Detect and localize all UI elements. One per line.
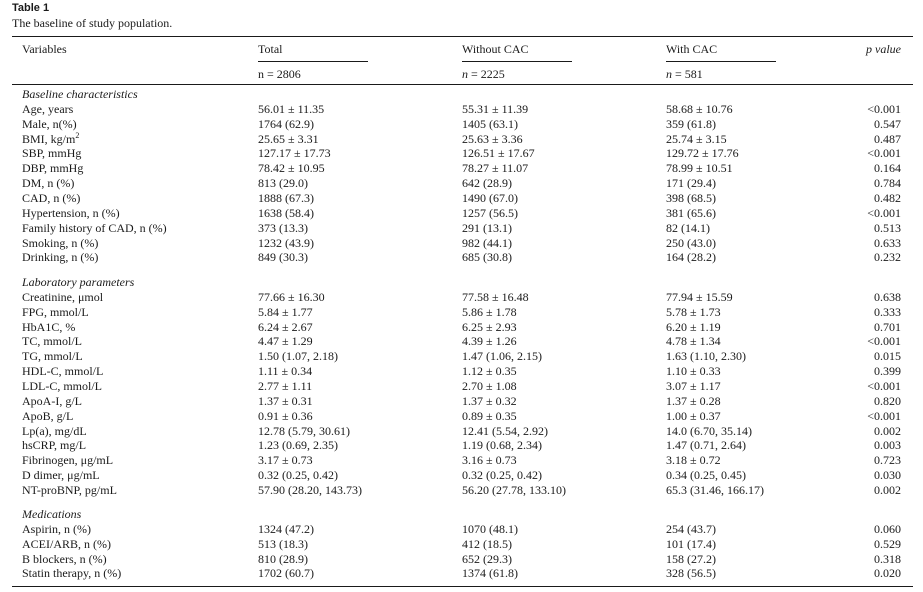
cell-without-cac: 0.32 (0.25, 0.42) <box>462 468 542 483</box>
row-variable <box>22 438 86 453</box>
cell-with-cac: 0.34 (0.25, 0.45) <box>666 468 746 483</box>
variable-label: CAD, n (%) <box>22 190 81 205</box>
cell-without-cac: 6.25 ± 2.93 <box>462 319 517 334</box>
header-p-value: p value <box>866 42 901 56</box>
row-variable <box>22 468 100 483</box>
cell-with-cac: 101 (17.4) <box>666 536 716 551</box>
cell-total: 849 (30.3) <box>258 250 308 265</box>
variable-label: ApoA-I, g/L <box>22 393 82 408</box>
variable-label: Creatinine, μmol <box>22 289 104 304</box>
variable-label: hsCRP, mg/L <box>22 438 87 453</box>
cell-p-value: 0.482 <box>874 190 901 205</box>
cell-total: 3.17 ± 0.73 <box>258 453 313 468</box>
cell-without-cac: 291 (13.1) <box>462 220 512 235</box>
cell-with-cac: 328 (56.5) <box>666 566 716 581</box>
table-label: Table 1 <box>12 2 50 14</box>
row-variable <box>22 320 75 335</box>
cell-with-cac: 164 (28.2) <box>666 250 716 265</box>
row-variable <box>22 424 87 439</box>
row-variable <box>22 566 121 581</box>
cell-with-cac: 359 (61.8) <box>666 116 716 131</box>
variable-label: Aspirin, n (%) <box>22 521 91 536</box>
cell-total: 4.47 ± 1.29 <box>258 334 313 349</box>
header-variables: Variables <box>22 42 67 56</box>
row-variable <box>22 379 102 394</box>
cell-p-value: 0.723 <box>874 453 901 468</box>
row-variable <box>22 161 83 176</box>
cell-p-value: 0.529 <box>874 536 901 551</box>
cell-p-value: 0.701 <box>874 319 901 334</box>
cell-with-cac: 5.78 ± 1.73 <box>666 304 721 319</box>
cell-without-cac: 1.37 ± 0.32 <box>462 393 517 408</box>
n-without-cac: n = 2225 <box>462 67 505 81</box>
cell-total: 57.90 (28.20, 143.73) <box>258 482 362 497</box>
cell-p-value: 0.633 <box>874 235 901 250</box>
cell-with-cac: 158 (27.2) <box>666 551 716 566</box>
cell-with-cac: 1.63 (1.10, 2.30) <box>666 349 746 364</box>
cell-with-cac: 65.3 (31.46, 166.17) <box>666 482 764 497</box>
cell-p-value: 0.638 <box>874 289 901 304</box>
cell-total: 1324 (47.2) <box>258 521 314 536</box>
cell-without-cac: 1374 (61.8) <box>462 566 518 581</box>
row-variable <box>22 132 79 147</box>
cell-without-cac: 55.31 ± 11.39 <box>462 101 529 116</box>
section-title: Laboratory parameters <box>22 275 135 289</box>
cell-p-value: <0.001 <box>867 205 901 220</box>
row-variable <box>22 349 83 364</box>
variable-label: Fibrinogen, μg/mL <box>22 453 114 468</box>
table-caption: The baseline of study population. <box>12 16 173 30</box>
cell-total: 25.65 ± 3.31 <box>258 131 319 146</box>
variable-label: DM, n (%) <box>22 176 75 191</box>
cell-without-cac: 1257 (56.5) <box>462 205 518 220</box>
cell-p-value: 0.002 <box>874 482 901 497</box>
cell-total: 373 (13.3) <box>258 220 308 235</box>
cell-p-value: 0.333 <box>874 304 901 319</box>
cell-p-value: 0.513 <box>874 220 901 235</box>
cell-without-cac: 1405 (63.1) <box>462 116 518 131</box>
variable-superscript: 2 <box>75 130 80 140</box>
cell-with-cac: 3.07 ± 1.17 <box>666 378 721 393</box>
cell-with-cac: 1.00 ± 0.37 <box>666 408 721 423</box>
cell-with-cac: 82 (14.1) <box>666 220 710 235</box>
variable-label: Drinking, n (%) <box>22 250 99 265</box>
cell-with-cac: 58.68 ± 10.76 <box>666 101 733 116</box>
variable-label: D dimer, μg/mL <box>22 468 100 483</box>
row-variable <box>22 305 89 320</box>
cell-p-value: <0.001 <box>867 378 901 393</box>
section-title: Medications <box>22 507 82 521</box>
cell-without-cac: 1.19 (0.68, 2.34) <box>462 438 542 453</box>
row-variable <box>22 364 103 379</box>
row-variable <box>22 191 80 206</box>
cell-without-cac: 2.70 ± 1.08 <box>462 378 517 393</box>
cell-total: 77.66 ± 16.30 <box>258 289 325 304</box>
variable-label: HDL-C, mmol/L <box>22 364 104 379</box>
n-total: n = 2806 <box>258 67 301 81</box>
header-without-cac: Without CAC <box>462 42 529 56</box>
cell-total: 1.11 ± 0.34 <box>258 364 313 379</box>
cell-total: 2.77 ± 1.11 <box>258 378 313 393</box>
row-variable <box>22 117 77 132</box>
cell-p-value: 0.030 <box>874 468 901 483</box>
cell-total: 1232 (43.9) <box>258 235 314 250</box>
variable-label: Statin therapy, n (%) <box>22 566 122 581</box>
variable-label: TC, mmol/L <box>22 334 82 349</box>
cell-total: 813 (29.0) <box>258 176 308 191</box>
row-variable <box>22 221 167 236</box>
cell-with-cac: 1.47 (0.71, 2.64) <box>666 438 746 453</box>
row-variable <box>22 552 107 567</box>
cell-total: 1888 (67.3) <box>258 190 314 205</box>
variable-label: B blockers, n (%) <box>22 551 107 566</box>
variable-label: NT-proBNP, pg/mL <box>22 482 117 497</box>
variable-label: Family history of CAD, n (%) <box>22 220 167 235</box>
cell-without-cac: 982 (44.1) <box>462 235 512 250</box>
cell-total: 12.78 (5.79, 30.61) <box>258 423 350 438</box>
row-variable <box>22 236 98 251</box>
variable-label: Lp(a), mg/dL <box>22 423 87 438</box>
variable-label: TG, mmol/L <box>22 349 83 364</box>
cell-with-cac: 254 (43.7) <box>666 521 716 536</box>
row-variable <box>22 250 98 265</box>
cell-with-cac: 78.99 ± 10.51 <box>666 161 733 176</box>
table-figure <box>12 0 913 592</box>
cell-p-value: 0.060 <box>874 521 901 536</box>
variable-label: FPG, mmol/L <box>22 304 89 319</box>
cell-without-cac: 3.16 ± 0.73 <box>462 453 517 468</box>
cell-without-cac: 126.51 ± 17.67 <box>462 146 535 161</box>
cell-total: 513 (18.3) <box>258 536 308 551</box>
variable-label: HbA1C, % <box>22 319 76 334</box>
cell-p-value: <0.001 <box>867 334 901 349</box>
header-with-cac: With CAC <box>666 42 718 56</box>
cell-p-value: 0.318 <box>874 551 901 566</box>
cell-total: 127.17 ± 17.73 <box>258 146 331 161</box>
cell-with-cac: 129.72 ± 17.76 <box>666 146 739 161</box>
cell-total: 1.23 (0.69, 2.35) <box>258 438 338 453</box>
cell-without-cac: 1.47 (1.06, 2.15) <box>462 349 542 364</box>
cell-with-cac: 1.10 ± 0.33 <box>666 364 721 379</box>
cell-without-cac: 642 (28.9) <box>462 176 512 191</box>
row-variable <box>22 537 111 552</box>
cell-without-cac: 5.86 ± 1.78 <box>462 304 517 319</box>
cell-p-value: 0.020 <box>874 566 901 581</box>
cell-without-cac: 4.39 ± 1.26 <box>462 334 517 349</box>
cell-total: 1.37 ± 0.31 <box>258 393 313 408</box>
variable-label: Hypertension, n (%) <box>22 205 120 220</box>
row-variable <box>22 146 81 161</box>
cell-total: 6.24 ± 2.67 <box>258 319 313 334</box>
cell-without-cac: 652 (29.3) <box>462 551 512 566</box>
cell-without-cac: 77.58 ± 16.48 <box>462 289 529 304</box>
cell-with-cac: 14.0 (6.70, 35.14) <box>666 423 752 438</box>
without-underline <box>462 61 572 62</box>
variable-label: LDL-C, mmol/L <box>22 378 102 393</box>
cell-total: 1.50 (1.07, 2.18) <box>258 349 338 364</box>
cell-with-cac: 381 (65.6) <box>666 205 716 220</box>
cell-p-value: 0.002 <box>874 423 901 438</box>
section-title: Baseline characteristics <box>22 87 138 101</box>
row-variable <box>22 102 73 117</box>
cell-with-cac: 77.94 ± 15.59 <box>666 289 733 304</box>
cell-without-cac: 12.41 (5.54, 2.92) <box>462 423 548 438</box>
cell-without-cac: 412 (18.5) <box>462 536 512 551</box>
cell-with-cac: 1.37 ± 0.28 <box>666 393 721 408</box>
cell-total: 1638 (58.4) <box>258 205 314 220</box>
cell-without-cac: 1.12 ± 0.35 <box>462 364 517 379</box>
cell-with-cac: 250 (43.0) <box>666 235 716 250</box>
header-total: Total <box>258 42 283 56</box>
top-rule <box>12 36 913 37</box>
cell-total: 1702 (60.7) <box>258 566 314 581</box>
cell-p-value: 0.232 <box>874 250 901 265</box>
cell-total: 5.84 ± 1.77 <box>258 304 313 319</box>
cell-with-cac: 398 (68.5) <box>666 190 716 205</box>
row-variable <box>22 290 103 305</box>
cell-p-value: <0.001 <box>867 146 901 161</box>
total-underline <box>258 61 368 62</box>
bottom-rule <box>12 586 913 587</box>
cell-p-value: 0.487 <box>874 131 901 146</box>
cell-total: 78.42 ± 10.95 <box>258 161 325 176</box>
row-variable <box>22 522 91 537</box>
row-variable <box>22 206 120 221</box>
variable-label: Smoking, n (%) <box>22 235 99 250</box>
row-variable <box>22 334 82 349</box>
cell-with-cac: 3.18 ± 0.72 <box>666 453 721 468</box>
cell-without-cac: 78.27 ± 11.07 <box>462 161 529 176</box>
cell-without-cac: 0.89 ± 0.35 <box>462 408 517 423</box>
cell-p-value: 0.015 <box>874 349 901 364</box>
cell-without-cac: 25.63 ± 3.36 <box>462 131 523 146</box>
cell-p-value: 0.547 <box>874 116 901 131</box>
variable-label: Male, n(%) <box>22 116 77 131</box>
cell-total: 0.32 (0.25, 0.42) <box>258 468 338 483</box>
cell-total: 810 (28.9) <box>258 551 308 566</box>
variable-label: DBP, mmHg <box>22 161 84 176</box>
cell-without-cac: 1070 (48.1) <box>462 521 518 536</box>
cell-with-cac: 6.20 ± 1.19 <box>666 319 721 334</box>
row-variable <box>22 483 117 498</box>
variable-label: Age, years <box>22 101 74 116</box>
row-variable <box>22 409 73 424</box>
variable-label: SBP, mmHg <box>22 146 82 161</box>
cell-total: 56.01 ± 11.35 <box>258 101 325 116</box>
cell-p-value: <0.001 <box>867 408 901 423</box>
cell-with-cac: 4.78 ± 1.34 <box>666 334 721 349</box>
cell-p-value: 0.164 <box>874 161 901 176</box>
row-variable <box>22 394 82 409</box>
cell-with-cac: 25.74 ± 3.15 <box>666 131 727 146</box>
cell-with-cac: 171 (29.4) <box>666 176 716 191</box>
cell-without-cac: 56.20 (27.78, 133.10) <box>462 482 566 497</box>
with-underline <box>666 61 776 62</box>
cell-p-value: 0.784 <box>874 176 901 191</box>
header-rule <box>12 84 913 85</box>
cell-without-cac: 1490 (67.0) <box>462 190 518 205</box>
cell-total: 1764 (62.9) <box>258 116 314 131</box>
cell-p-value: 0.399 <box>874 364 901 379</box>
variable-label: BMI, kg/m <box>22 131 76 146</box>
cell-p-value: 0.820 <box>874 393 901 408</box>
variable-label: ApoB, g/L <box>22 408 74 423</box>
cell-p-value: <0.001 <box>867 101 901 116</box>
variable-label: ACEI/ARB, n (%) <box>22 536 111 551</box>
row-variable <box>22 453 113 468</box>
row-variable <box>22 176 74 191</box>
cell-without-cac: 685 (30.8) <box>462 250 512 265</box>
cell-p-value: 0.003 <box>874 438 901 453</box>
cell-total: 0.91 ± 0.36 <box>258 408 313 423</box>
n-with-cac: n = 581 <box>666 67 703 81</box>
